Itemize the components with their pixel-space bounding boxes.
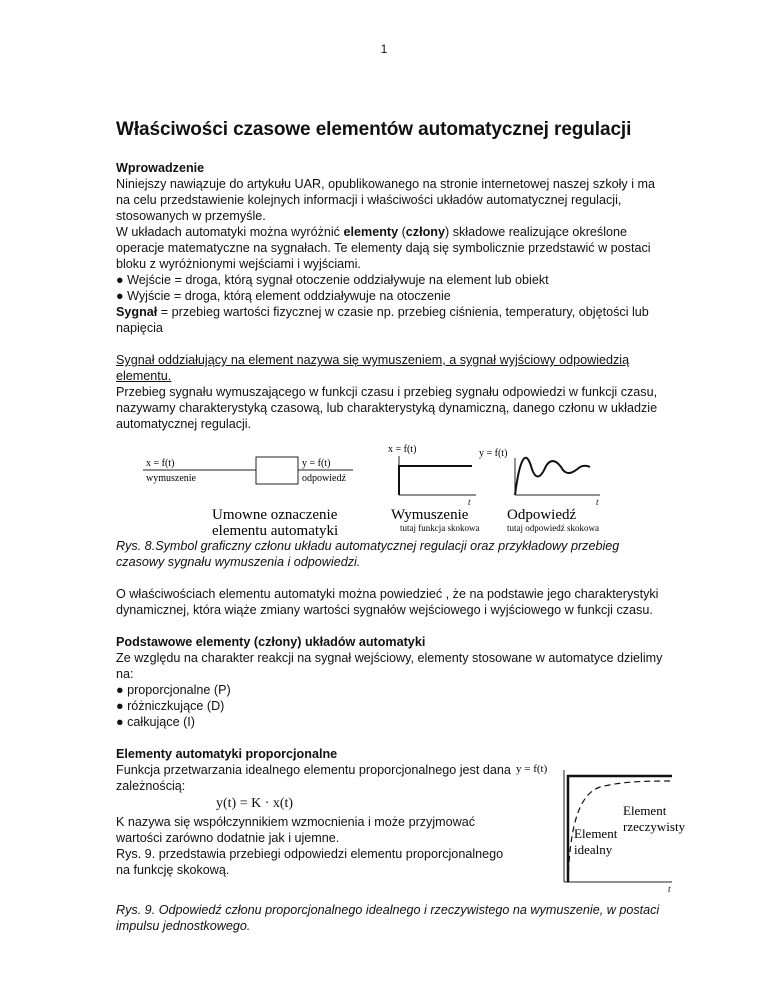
section4-paragraph: Ze względu na charakter reakcji na sygnał wejściowy, elementy stosowane w automatyce dzielimy na: [116,651,663,681]
text-run: = przebieg wartości fizycznej w czasie np. przebieg ciśnienia, temperatury, objętości lub napięcia [116,305,649,335]
document-body [116,118,686,934]
figure-9-caption: Rys. 9. Odpowiedź członu proporcjonalnego idealnego i rzeczywistego na wymuszenie, w postaci impulsu jednostkowego. [116,903,660,933]
section4-heading: Podstawowe elementy (człony) układów automatyki [116,635,426,649]
step-sub: tutaj funkcja skokowa [400,523,480,533]
list-item: ● proporcjonalne (P) [116,683,231,697]
list-item: ● różniczkujące (D) [116,699,225,713]
section5-heading: Elementy automatyki proporcjonalne [116,747,338,761]
page-number: 1 [380,42,388,56]
proportional-section [116,762,686,902]
term-sygnal: Sygnał [116,305,158,319]
figure-8-drawing [116,436,671,539]
resp-title: Odpowiedź [507,507,577,523]
intro-heading: Wprowadzenie [116,161,205,175]
intro-paragraph-2 [116,224,671,272]
fig9-t-label: t [668,884,671,894]
text-run: ) składowe realizujące określone operacje matematyczne na sygnałach. Te elementy dają się symbolicznie przedstawić w postaci bloku z wyróżnionymi wejściami i wyjściami. [116,225,651,271]
formula: y(t) = K · x(t) [216,796,294,811]
section3-paragraph: O właściwościach elementu automatyki można powiedzieć , że na podstawie jego charakterystyki dynamicznej, która wiąże zmiany wartości sygnałów wejściowego i wyjściowego w funkcji czasu. [116,587,659,617]
block-caption-2: elementu automatyki [212,523,339,539]
intro-paragraph-1: Niniejszy nawiązuje do artykułu UAR, opublikowanego na stronie internetowej naszej szkoły i ma na celu przedstawienie kolejnych informacji i właściwości układów automatycznej regulacji, stosowanych w przemyśle. [116,177,656,223]
text-run: ( [398,225,406,239]
fig9-axis-label: y = f(t) [516,763,548,775]
block-caption-1: Umowne oznaczenie [212,507,338,523]
response-curve [515,458,590,495]
underlined-definition: Sygnał oddziałujący na element nazywa się wymuszeniem, a sygnał wyjściowy odpowiedzią elementu. [116,353,630,383]
ideal-label-1: Element [574,826,618,841]
section2-paragraph: Przebieg sygnału wymuszającego w funkcji czasu i przebieg sygnału odpowiedzi w funkcji czasu, nazywamy charakterystyką czasową, lub charakterystyką dynamiczną, danego członu w układzie automatycznej regulacji. [116,385,658,431]
output-sub: odpowiedź [302,473,346,484]
real-label-1: Element [623,803,667,818]
step-axis-label: x = f(t) [388,444,417,455]
section5-paragraph-2: K nazywa się współczynnikiem wzmocnienia i może przyjmować wartości zarówno dodatnie jak i ujemne. [116,815,476,845]
figure-8 [116,436,671,539]
input-sub: wymuszenie [146,473,196,484]
bullet-input: ● Wejście = droga, którą sygnał otoczenie oddziaływuje na element lub obiekt [116,273,549,287]
resp-axis-label: y = f(t) [479,448,508,459]
step-t-label: t [468,497,471,507]
signal-definition [116,304,671,336]
figure-9 [516,762,686,896]
resp-t-label: t [596,497,599,507]
element-block [256,457,298,484]
section5-paragraph-1: Funkcja przetwarzania idealnego elementu proporcjonalnego jest dana zależnością: [116,763,511,793]
resp-sub: tutaj odpowiedź skokowa [507,523,599,533]
output-label: y = f(t) [302,458,331,469]
term-czlony: człony [405,225,445,239]
step-title: Wymuszenie [391,507,469,523]
bullet-output: ● Wyjście = droga, którą element oddziaływuje na otoczenie [116,289,451,303]
figure-9-drawing [516,762,686,894]
real-label-2: rzeczywisty [623,819,686,834]
text-run: W układach automatyki można wyróżnić [116,225,344,239]
step-curve [399,466,472,495]
list-item: ● całkujące (I) [116,715,195,729]
ideal-label-2: idealny [574,842,613,857]
input-label: x = f(t) [146,458,175,469]
term-elementy: elementy [343,225,399,239]
section5-paragraph-3: Rys. 9. przedstawia przebiegi odpowiedzi elementu proporcjonalnego na funkcję skokową. [116,847,504,877]
page-title: Właściwości czasowe elementów automatycznej regulacji [116,119,632,140]
figure-8-caption: Rys. 8.Symbol graficzny członu układu automatycznej regulacji oraz przykładowy przebieg czasowy sygnału wymuszenia i odpowiedzi. [116,539,620,569]
